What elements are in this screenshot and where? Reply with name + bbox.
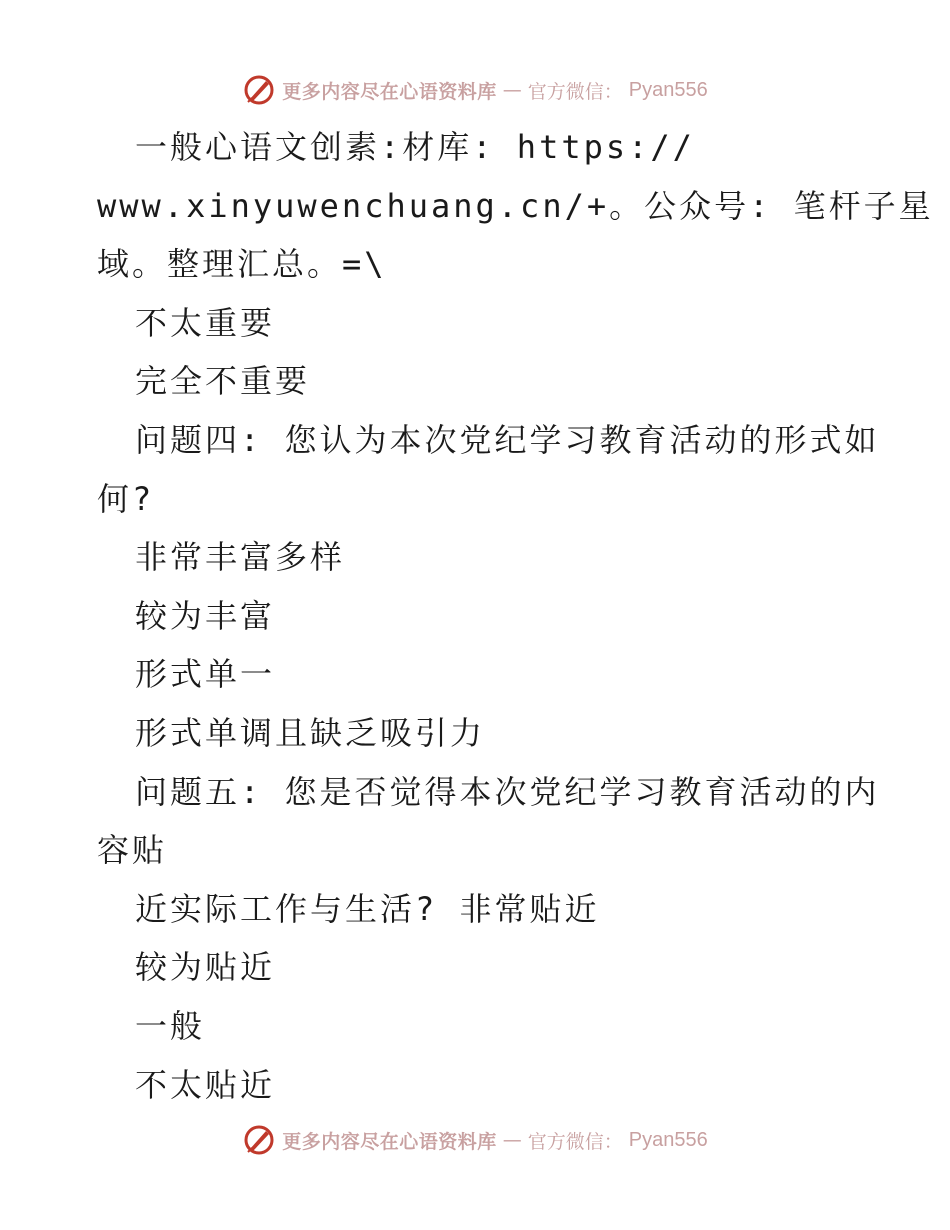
text-line: www.xinyuwenchuang.cn/+。公众号: 笔杆子星 <box>97 186 934 225</box>
quill-logo-icon <box>242 73 276 107</box>
question-line: 容贴 <box>97 831 168 870</box>
banner-dash: — <box>502 1129 522 1151</box>
option-line: 较为丰富 <box>135 596 276 635</box>
option-line: 一般 <box>135 1006 206 1045</box>
question-line: 问题五: 您是否觉得本次党纪学习教育活动的内 <box>135 772 880 811</box>
header-watermark-banner <box>0 70 950 110</box>
option-line: 非常丰富多样 <box>135 538 346 577</box>
text-line: 不太重要 <box>135 303 276 342</box>
text-line: 完全不重要 <box>135 362 311 401</box>
question-line: 近实际工作与生活? 非常贴近 <box>135 889 600 928</box>
question-line: 问题四: 您认为本次党纪学习教育活动的形式如 <box>135 420 880 459</box>
text-line: 域。整理汇总。=\ <box>97 245 387 284</box>
banner-title: 更多内容尽在心语资料库 <box>282 80 497 103</box>
document-body <box>97 118 934 1114</box>
footer-watermark-banner <box>0 1120 950 1160</box>
banner-title: 更多内容尽在心语资料库 <box>282 1130 497 1153</box>
banner-dash: — <box>502 79 522 101</box>
option-line: 不太贴近 <box>135 1065 276 1104</box>
banner-wechat-id: Pyan556 <box>628 1128 708 1151</box>
quill-logo-icon <box>242 1123 276 1157</box>
text-line: 一般心语文创素:材库: https:// <box>135 128 695 166</box>
question-line: 何? <box>97 479 155 518</box>
banner-wechat-label: 官方微信： <box>527 80 623 103</box>
option-line: 形式单一 <box>135 655 276 694</box>
option-line: 较为贴近 <box>135 948 276 987</box>
banner-wechat-id: Pyan556 <box>628 78 708 101</box>
banner-wechat-label: 官方微信： <box>527 1130 623 1153</box>
option-line: 形式单调且缺乏吸引力 <box>135 713 486 752</box>
